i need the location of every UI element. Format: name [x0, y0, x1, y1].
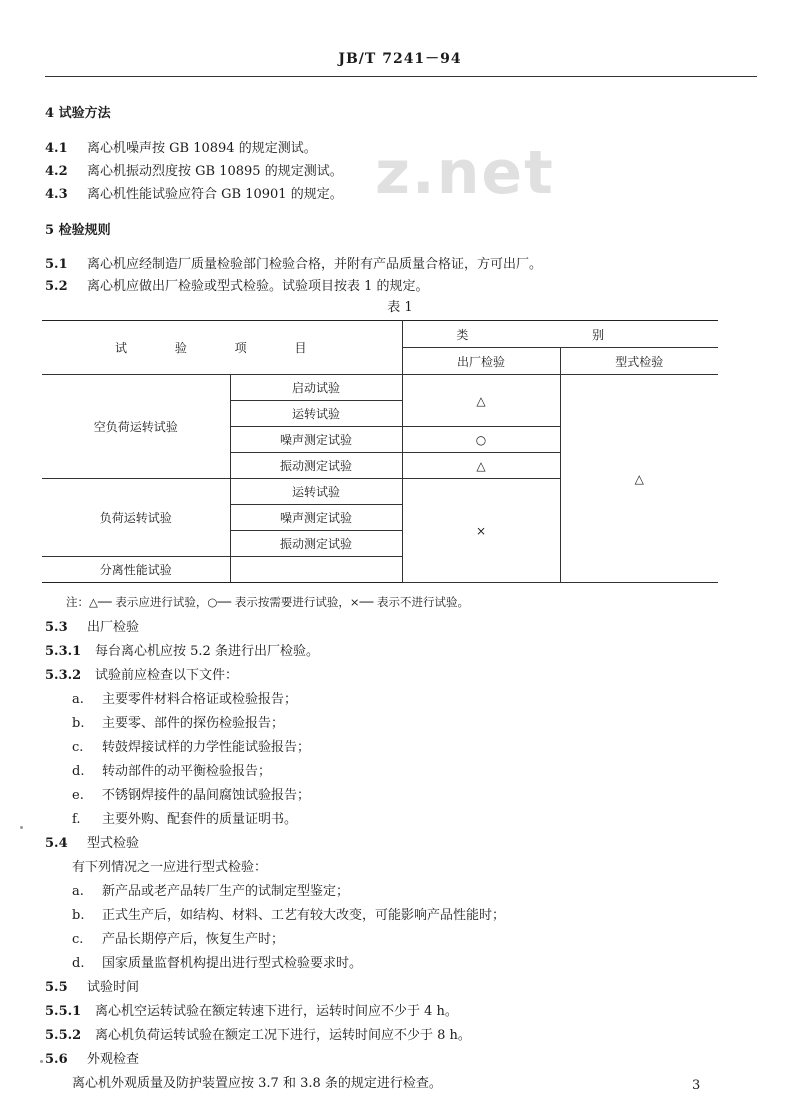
- clause-4-3: [45, 183, 343, 202]
- mark-circle: ○: [402, 427, 560, 453]
- table-caption: 表 1: [387, 300, 413, 315]
- clause-5-5-1: [45, 1000, 458, 1019]
- clause-title: 出厂检验: [87, 620, 140, 635]
- clause-5-5-2: [45, 1024, 471, 1043]
- sub-item: 噪声测定试验: [230, 427, 402, 453]
- sub-item-empty: [230, 557, 402, 583]
- header-test-item: 试 验 项 目: [42, 321, 402, 375]
- clause-title: 外观检查: [87, 1052, 140, 1067]
- header-category: 类 别: [402, 321, 718, 348]
- header-type-inspection: 型式检验: [560, 348, 718, 375]
- clause-text: 离心机应经制造厂质量检验部门检验合格，并附有产品质量合格证，方可出厂。: [87, 257, 543, 272]
- clause-number: 4.1: [45, 141, 68, 156]
- clause-number: 5.4: [45, 836, 68, 851]
- clause-5-6-text: 离心机外观质量及防护装置应按 3.7 和 3.8 条的规定进行检查。: [72, 1076, 442, 1091]
- clause-5-4: [45, 832, 139, 851]
- sub-item: 运转试验: [230, 401, 402, 427]
- clause-5-2: [45, 275, 429, 294]
- sub-item: 振动测定试验: [230, 531, 402, 557]
- clause-number: 5.5.1: [45, 1004, 82, 1019]
- clause-text: 每台离心机应按 5.2 条进行出厂检验。: [95, 644, 319, 659]
- page-number: 3: [692, 1078, 701, 1093]
- clause-4-2: [45, 160, 343, 179]
- list-item: a. 新产品或老产品转厂生产的试制定型鉴定；: [72, 884, 350, 899]
- clause-number: 5.6: [45, 1052, 68, 1067]
- section-4-heading: 4 试验方法: [45, 106, 111, 121]
- clause-number: 5.5.2: [45, 1028, 82, 1043]
- clause-number: 5.1: [45, 257, 68, 272]
- group-no-load-run: 空负荷运转试验: [42, 375, 230, 479]
- sub-item: 运转试验: [230, 479, 402, 505]
- clause-number: 5.2: [45, 279, 68, 294]
- clause-number: 5.3.2: [45, 668, 82, 683]
- clause-4-1: [45, 137, 317, 156]
- clause-5-3: [45, 616, 139, 635]
- clause-text: 离心机负荷运转试验在额定工况下进行，运转时间应不少于 8 h。: [95, 1028, 471, 1043]
- clause-title: 试验时间: [87, 980, 140, 995]
- list-item: d. 转动部件的动平衡检验报告；: [72, 764, 272, 779]
- clause-number: 5.5: [45, 980, 68, 995]
- list-item: b. 主要零、部件的探伤检验报告；: [72, 716, 285, 731]
- sub-item: 振动测定试验: [230, 453, 402, 479]
- header-rule: [45, 76, 757, 77]
- clause-5-5: [45, 976, 139, 995]
- watermark: z.net: [375, 138, 555, 208]
- scan-speck: [20, 826, 23, 829]
- clause-text: 离心机应做出厂检验或型式检验。试验项目按表 1 的规定。: [87, 279, 429, 294]
- clause-number: 5.3.1: [45, 644, 82, 659]
- clause-text: 离心机空运转试验在额定转速下进行，运转时间应不少于 4 h。: [95, 1004, 458, 1019]
- sub-item: 启动试验: [230, 375, 402, 401]
- clause-text: 离心机振动烈度按 GB 10895 的规定测试。: [87, 164, 343, 179]
- sub-item: 噪声测定试验: [230, 505, 402, 531]
- header-factory-inspection: 出厂检验: [402, 348, 560, 375]
- list-item: c. 产品长期停产后，恢复生产时；: [72, 932, 285, 947]
- clause-title: 型式检验: [87, 836, 140, 851]
- clause-text: 试验前应检查以下文件：: [95, 668, 239, 683]
- document-code: JB/T 7241－94: [338, 51, 462, 67]
- clause-5-6: [45, 1048, 139, 1067]
- clause-5-3-2: [45, 664, 238, 683]
- clause-number: 4.3: [45, 187, 68, 202]
- clause-text: 离心机噪声按 GB 10894 的规定测试。: [87, 141, 317, 156]
- section-5-heading: 5 检验规则: [45, 223, 111, 238]
- list-item: b. 正式生产后，如结构、材料、工艺有较大改变，可能影响产品性能时；: [72, 908, 506, 923]
- list-item: d. 国家质量监督机构提出进行型式检验要求时。: [72, 956, 363, 971]
- list-item: e. 不锈钢焊接件的晶间腐蚀试验报告；: [72, 788, 311, 803]
- list-item: f. 主要外购、配套件的质量证明书。: [72, 812, 298, 827]
- clause-5-4-intro: 有下列情况之一应进行型式检验：: [72, 860, 268, 875]
- table-1: [42, 320, 718, 583]
- group-separation-performance: 分离性能试验: [42, 557, 230, 583]
- clause-5-1: [45, 253, 542, 272]
- mark-cross: ×: [402, 479, 560, 583]
- scan-speck: [40, 1060, 43, 1063]
- clause-5-3-1: [45, 640, 319, 659]
- list-item: c. 转鼓焊接试样的力学性能试验报告；: [72, 740, 311, 755]
- clause-number: 4.2: [45, 164, 68, 179]
- clause-text: 离心机性能试验应符合 GB 10901 的规定。: [87, 187, 343, 202]
- group-load-run: 负荷运转试验: [42, 479, 230, 557]
- mark-triangle: △: [560, 375, 718, 583]
- list-item: a. 主要零件材料合格证或检验报告；: [72, 692, 298, 707]
- mark-triangle: △: [402, 375, 560, 427]
- clause-number: 5.3: [45, 620, 68, 635]
- mark-triangle: △: [402, 453, 560, 479]
- table-note: 注：△── 表示应进行试验，○── 表示按需要进行试验，×── 表示不进行试验。: [66, 595, 470, 609]
